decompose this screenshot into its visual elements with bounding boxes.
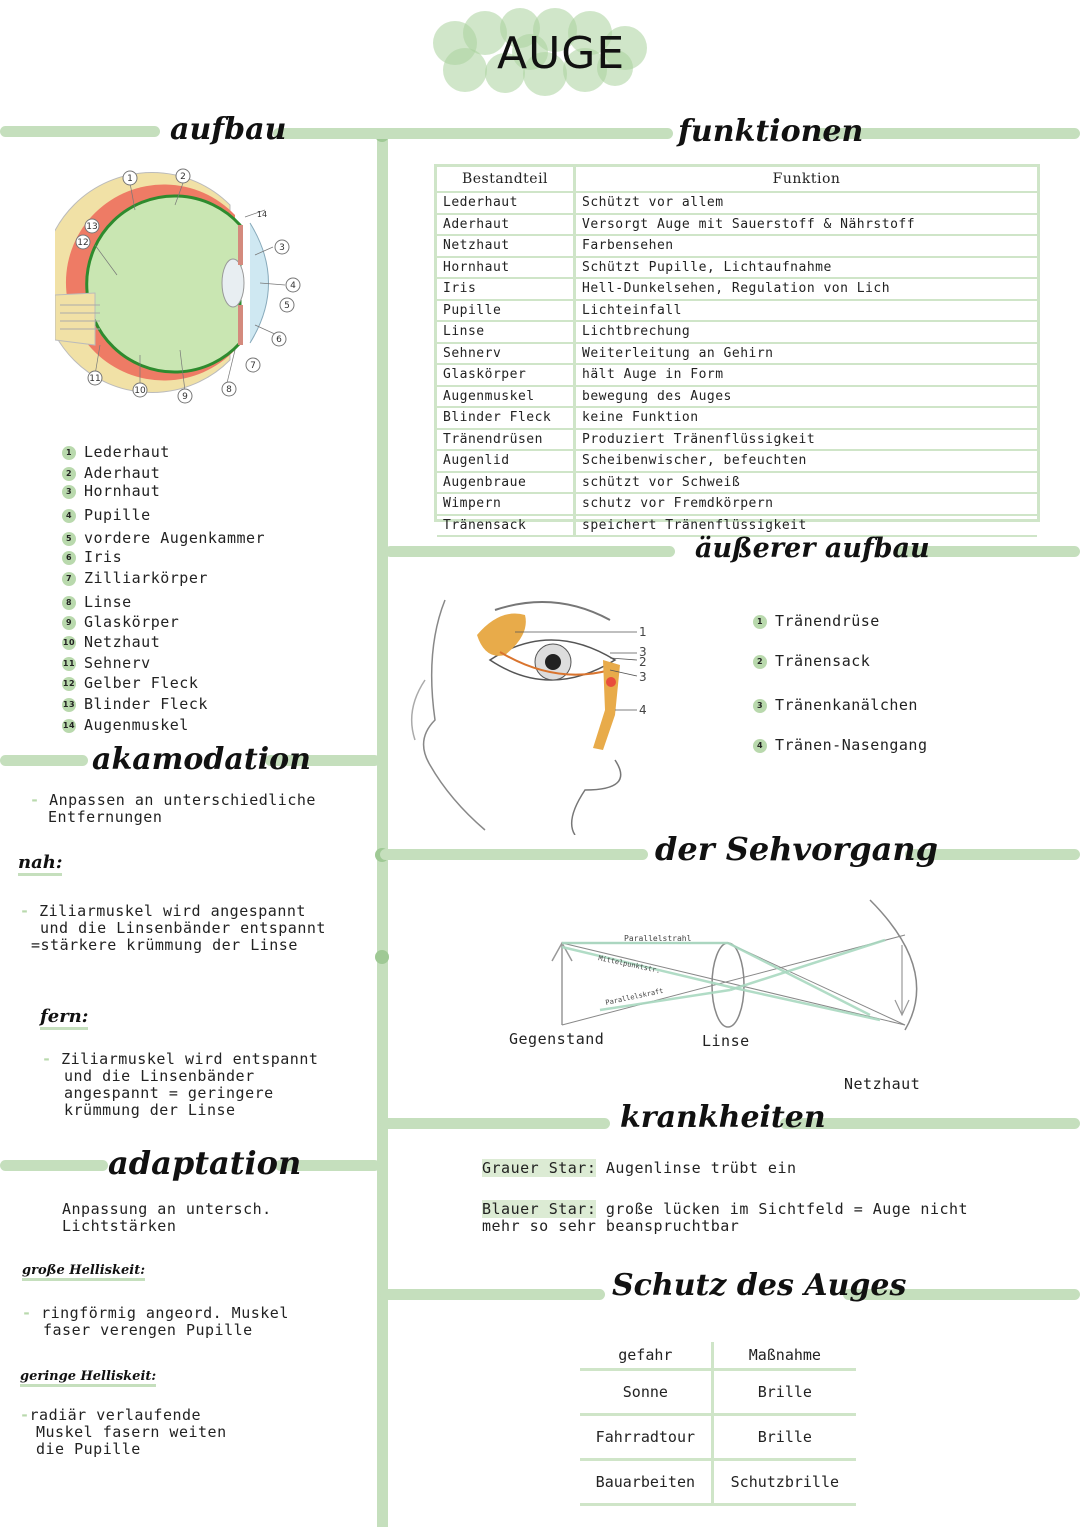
table-row: Sehnerv Weiterleitung an Gehirn bbox=[437, 343, 1037, 365]
heading-schutz: Schutz des Auges bbox=[612, 1268, 907, 1303]
table-row: Blinder Fleck keine Funktion bbox=[437, 407, 1037, 429]
disease-name: Blauer Star: bbox=[482, 1200, 597, 1218]
header-bar-akko-left bbox=[0, 755, 88, 766]
label-grosse-helligkeit: große Helliskeit: bbox=[22, 1263, 145, 1281]
list-item: 9 Glaskörper bbox=[62, 613, 179, 633]
header-bar-seh-left bbox=[380, 849, 648, 860]
heading-funktionen: funktionen bbox=[678, 114, 864, 149]
list-item: 4 Tränen-Nasengang bbox=[753, 736, 928, 754]
list-item: 13 Blinder Fleck bbox=[62, 695, 208, 713]
table-row: Hornhaut Schützt Pupille, Lichtaufnahme bbox=[437, 257, 1037, 279]
akko-intro: - Anpassen an unterschiedliche Entfernungen bbox=[30, 791, 316, 826]
list-item: 10 Netzhaut bbox=[62, 633, 161, 651]
page-title: AUGE bbox=[497, 28, 626, 79]
list-item: 3 Hornhaut bbox=[62, 482, 160, 502]
table-row: Bauarbeiten Schutzbrille bbox=[580, 1460, 856, 1505]
list-item: 1 Lederhaut bbox=[62, 443, 170, 463]
list-item: 2 Tränensack bbox=[753, 652, 870, 670]
table-header: Bestandteil bbox=[437, 167, 575, 192]
label-fern: fern: bbox=[40, 1006, 88, 1030]
ray-label-parallelskraft: Parallelskraft bbox=[604, 986, 665, 1007]
list-item: 7 Zilliarkörper bbox=[62, 569, 208, 589]
divider-dot bbox=[375, 950, 389, 964]
table-header: Maßnahme bbox=[748, 1346, 821, 1364]
ray-label-mittelpunkt: Mittelpunktstr. bbox=[597, 954, 662, 976]
heading-ausserer-aufbau: äußerer aufbau bbox=[695, 533, 930, 564]
table-header-row bbox=[437, 167, 1037, 192]
table-row: Tränendrüsen Produziert Tränenflüssigkeit bbox=[437, 429, 1037, 451]
disease-name: Grauer Star: bbox=[482, 1159, 597, 1177]
label-gegenstand: Gegenstand bbox=[509, 1030, 605, 1048]
list-item: 3 Tränenkanälchen bbox=[753, 696, 918, 714]
eye-label-9: 9 bbox=[182, 392, 188, 402]
label-linse: Linse bbox=[702, 1032, 750, 1050]
ext-label-3b: 3 bbox=[639, 670, 647, 684]
eye-cross-section-diagram bbox=[55, 165, 305, 410]
sehvorgang-diagram bbox=[540, 895, 930, 1040]
label-netzhaut: Netzhaut bbox=[844, 1075, 921, 1093]
grosse-helligkeit-text: - ringförmig angeord. Muskel faser verengen Pupille bbox=[22, 1304, 289, 1339]
list-item: 1 Tränendrüse bbox=[753, 612, 880, 630]
ext-label-3a: 3 bbox=[639, 645, 647, 659]
eye-label-11: 11 bbox=[89, 374, 101, 384]
eye-label-2: 2 bbox=[180, 172, 186, 182]
table-row: Iris Hell-Dunkelsehen, Regulation von Lich bbox=[437, 278, 1037, 300]
label-geringe-helligkeit: geringe Helliskeit: bbox=[20, 1369, 156, 1387]
table-row: Pupille Lichteinfall bbox=[437, 300, 1037, 322]
header-bar-ausserer-left bbox=[385, 546, 675, 557]
table-row: Wimpern schutz vor Fremdkörpern bbox=[437, 493, 1037, 515]
eye-label-12: 12 bbox=[77, 238, 89, 248]
krankheit-blauer-star: Blauer Star: große lücken im Sichtfeld = Auge nicht mehr so sehr beanspruchtbar bbox=[482, 1200, 969, 1235]
table-row: Glaskörper hält Auge in Form bbox=[437, 364, 1037, 386]
list-item: 14 Augenmuskel bbox=[62, 716, 189, 734]
funktionen-table bbox=[437, 167, 1037, 537]
eye-label-1: 1 bbox=[127, 174, 133, 184]
table-row: Augenbraue schützt vor Schweiß bbox=[437, 472, 1037, 494]
eye-label-13: 13 bbox=[86, 222, 98, 232]
fern-text: - Ziliarmuskel wird entspannt und die Linsenbänder angespannt = geringere krümmung der Linse bbox=[42, 1050, 319, 1119]
eye-label-7: 7 bbox=[250, 361, 256, 371]
external-eye-diagram bbox=[405, 590, 665, 835]
list-item: 5 vordere Augenkammer bbox=[62, 529, 265, 549]
table-row: Netzhaut Farbensehen bbox=[437, 235, 1037, 257]
eye-label-10: 10 bbox=[134, 386, 146, 396]
heading-krankheiten: krankheiten bbox=[620, 1100, 826, 1135]
list-item: 4 Pupille bbox=[62, 506, 151, 526]
table-header: gefahr bbox=[580, 1342, 712, 1370]
ext-label-1: 1 bbox=[639, 625, 647, 639]
heading-adaptation: adaptation bbox=[108, 1144, 302, 1182]
table-header: Funktion bbox=[575, 167, 1038, 192]
table-row: Lederhaut Schützt vor allem bbox=[437, 192, 1037, 214]
nah-text: - Ziliarmuskel wird angespannt und die Linsenbänder entspannt =stärkere krümmung der Linse bbox=[20, 902, 326, 954]
table-row: Tränensack speichert Tränenflüssigkeit bbox=[437, 515, 1037, 537]
table-row: Linse Lichtbrechung bbox=[437, 321, 1037, 343]
list-item: 2 Aderhaut bbox=[62, 464, 160, 484]
list-item: 11 Sehnerv bbox=[62, 654, 151, 672]
eye-label-5: 5 bbox=[284, 301, 290, 311]
header-bar-adapt-left bbox=[0, 1160, 108, 1171]
eye-label-3: 3 bbox=[279, 243, 285, 253]
adaptation-intro: Anpassung an untersch. Lichtstärken bbox=[62, 1200, 272, 1235]
table-header-row bbox=[580, 1342, 856, 1370]
eye-label-14: 14 bbox=[256, 210, 268, 219]
list-item: 6 Iris bbox=[62, 548, 122, 568]
table-row: Aderhaut Versorgt Auge mit Sauerstoff & Nährstoff bbox=[437, 214, 1037, 236]
eye-label-8: 8 bbox=[226, 385, 232, 395]
ray-label-parallel: Parallelstrahl bbox=[624, 934, 692, 943]
table-row: Augenmuskel bewegung des Auges bbox=[437, 386, 1037, 408]
list-item: 8 Linse bbox=[62, 593, 132, 613]
schutz-table-wrapper bbox=[580, 1342, 856, 1506]
table-row: Augenlid Scheibenwischer, befeuchten bbox=[437, 450, 1037, 472]
header-bar-aufbau-left bbox=[0, 126, 160, 137]
heading-aufbau: aufbau bbox=[170, 112, 287, 147]
list-item: 12 Gelber Fleck bbox=[62, 674, 199, 692]
krankheit-grauer-star: Grauer Star: Augenlinse trübt ein bbox=[482, 1159, 797, 1177]
eye-label-4: 4 bbox=[290, 281, 296, 291]
ext-label-4: 4 bbox=[639, 703, 647, 717]
ext-label-2: 2 bbox=[639, 655, 647, 669]
header-bar-schutz-left bbox=[380, 1289, 605, 1300]
schutz-table bbox=[580, 1342, 856, 1506]
label-nah: nah: bbox=[18, 852, 62, 876]
heading-akkomodation: akamodation bbox=[92, 742, 311, 777]
eye-label-6: 6 bbox=[276, 335, 282, 345]
vertical-divider bbox=[377, 128, 388, 1527]
table-row: Sonne Brille bbox=[580, 1370, 856, 1415]
geringe-helligkeit-text: -radiär verlaufende Muskel fasern weiten die Pupille bbox=[20, 1406, 227, 1458]
table-row: Fahrradtour Brille bbox=[580, 1415, 856, 1460]
header-bar-krank-left bbox=[380, 1118, 610, 1129]
funktionen-table-wrapper bbox=[434, 164, 1040, 533]
heading-sehvorgang: der Sehvorgang bbox=[655, 830, 939, 868]
header-bar-aufbau-right bbox=[273, 128, 673, 139]
